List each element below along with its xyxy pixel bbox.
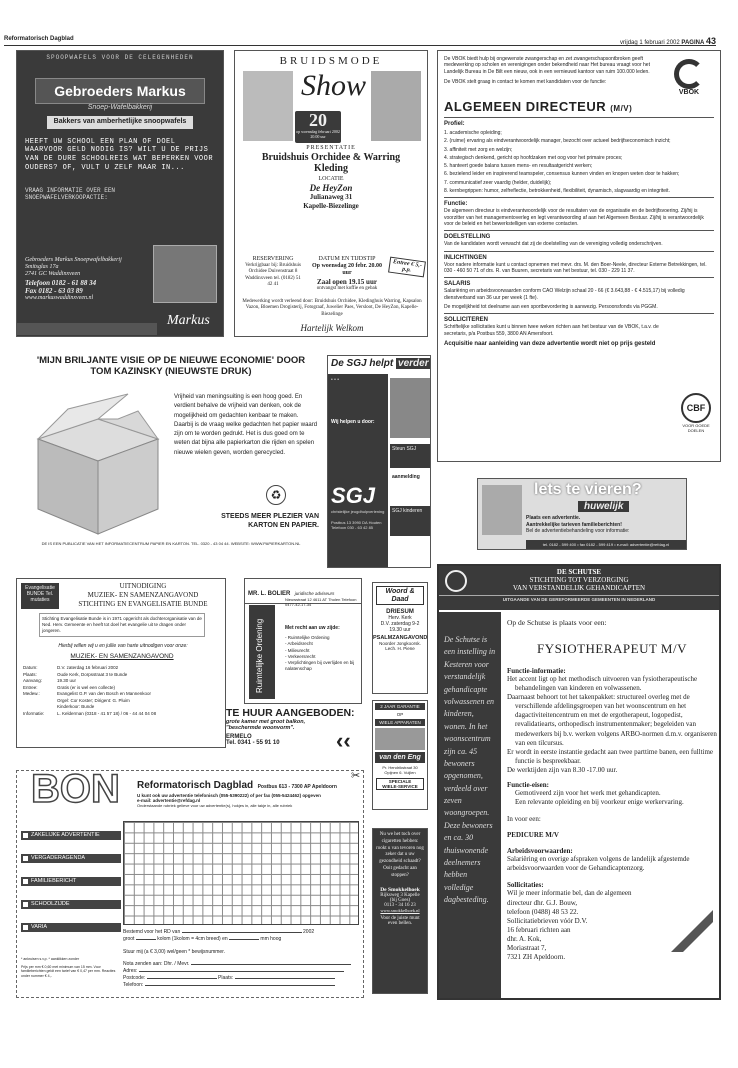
sgj-card2: aanmelding <box>392 474 420 480</box>
bon-category-checkbox[interactable]: VARIA <box>21 923 121 932</box>
schutse-fi-item: Het accent ligt op het methodisch uitvoeren van fysiotherapeutische behandelingen van kinderen en volwassenen. <box>507 675 698 693</box>
smoke-addr1: Rijksweg 3 Kapelle <box>380 893 420 899</box>
eng-g2: OP <box>396 712 404 717</box>
sgj-photo <box>390 378 430 438</box>
huwelijk-sub: huwelijk <box>578 501 629 512</box>
schutse-in: In voor een: <box>507 815 541 824</box>
sgj-title2: verder <box>398 358 429 369</box>
huwelijk-t3: Bel de advertentiebehandeling voor informatie: <box>526 528 630 534</box>
bon-postbus: Postbus 613 - 7300 AP Apeldoorn <box>257 784 337 790</box>
bon-f6: Postcode: <box>123 974 146 981</box>
bon-f2-input2[interactable] <box>229 939 259 940</box>
woord-event: PSALMZANGAVOND <box>373 635 428 642</box>
markus-photo <box>153 245 217 303</box>
bruid-hall: Zaal open 19.15 uur <box>317 277 377 286</box>
smoke-web[interactable]: www.smokkelhoek.nl <box>380 908 420 914</box>
bruid-presents: PRESENTATIE <box>306 145 356 151</box>
header-page-number: 43 <box>705 36 716 46</box>
schutse-sol-line: 7321 ZH Apeldoorn. <box>507 953 566 962</box>
schutse-sol-line: 16 februari richten aan <box>507 925 571 934</box>
schutse-ad <box>437 564 721 1000</box>
schutse-sol-heading: Sollicitaties: <box>507 881 544 890</box>
evang-titles <box>63 582 223 608</box>
smoke-name: De Smokkelhoek <box>380 887 420 894</box>
bolier-item: - Arbeidsrecht <box>285 641 313 647</box>
bon-category-checkbox[interactable]: SCHOOLZIJDE <box>21 900 121 909</box>
sgj-logo: SGJ <box>331 483 376 509</box>
bruid-welcome: Hartelijk Welkom <box>300 323 364 333</box>
bon-f5-input[interactable] <box>139 971 344 972</box>
markus-tel: Telefoon 0182 - 61 88 34 <box>25 278 97 287</box>
evang-row-label: Entree: <box>23 684 38 690</box>
cbf-logo-mark: CBF <box>681 393 711 423</box>
bon-f4-input[interactable] <box>191 964 351 965</box>
vbok-logo-mark <box>674 59 704 89</box>
woord-l4: Noorder Jongkoorsk. <box>379 641 421 647</box>
vbok-contact: De VBOK stelt graag in contact te komen met kandidaten voor de functie: <box>444 78 607 85</box>
evang-row-value: D.V. zaterdag 16 februari 2002 <box>57 665 119 670</box>
bruid-resv-text: Verkrijgbaar bij: Bruidshuis Orchidee Duivenstraat 8 Waddinxveen tel. (0182) 51 42 41 <box>245 263 301 287</box>
huwelijk-title: lets te vieren? <box>534 481 642 498</box>
evang-logo: Evangelisatie BUNDE Tel. mutaties <box>21 583 59 609</box>
huwelijk-rings-image <box>482 485 522 535</box>
eng-g3: WIELE APPARATEN <box>375 719 425 726</box>
bruid-date-text: op woensdag februari 2002 20.00 uur <box>296 129 340 139</box>
vbok-logo <box>664 59 714 98</box>
bruid-photo-right <box>371 71 421 141</box>
bon-f1: Bestemd voor het RD van <box>123 929 181 935</box>
sgj-addr: Postbus 13 3990 DA Houten Telefoon 030 - 63 42 85 <box>331 520 382 531</box>
vbok-salaris-heading: SALARIS <box>444 281 471 288</box>
evang-title1: UITNODIGING <box>119 582 167 590</box>
bon-form-fields <box>123 929 359 988</box>
header-paper-name: Reformatorisch Dagblad <box>4 36 74 42</box>
woord-l1: Herv. Kerk <box>388 615 412 622</box>
evang-row-value: Orgel: Cor Koster; Dirigent: G. Pluim <box>57 697 130 703</box>
kazinsky-footer: DE IS EEN PUBLICATIE VAN HET INFORMATIECENTRUM PAPIER EN KARTON. TEL. 0320 - 43 04 44. WEBSITE: WWW.PAPIERKARTON.NL <box>41 541 301 546</box>
schutse-fe-item: Gemotiveerd zijn voor het werk met gehandicapten. <box>515 789 661 798</box>
woord-l3: 19.30 uur <box>389 627 411 634</box>
cardboard-box-image <box>28 389 168 539</box>
bon-paper-row <box>137 775 359 793</box>
bolier-name: MR. L. BOLIER <box>248 591 291 597</box>
smoke-body: Nu we het toch over cigaretten hebben: rookt u van tevoren nog zeker dat u uw gezondheid schaadt? Ooit gedacht aan stoppen? <box>376 832 424 878</box>
chevron-left-icon: ‹‹ <box>336 728 351 753</box>
bon-f6-input[interactable] <box>147 978 217 979</box>
bruid-mid-col <box>307 256 387 293</box>
woord-logo: Woord & Daad <box>376 586 424 605</box>
bon-line3: Onderstaande rubriek gelieve voor uw advertentie(s), hokjes in, alle takje in, alle rubriek <box>137 803 293 808</box>
bon-field-row <box>123 975 359 982</box>
bon-prices: Prijs per mm € 0,60 met minimum van 15 mm. Voor familieberichten geldt een tarief van € 0,47 per mm. Reacties onder nummer € 4,- <box>21 965 116 978</box>
vbok-profiel-item: 5. hanteert goede balans tussen mens- en resultaatgericht werken; <box>444 163 593 170</box>
bon-f7: Telefoon: <box>123 981 144 988</box>
vbok-sol: Schriftelijke sollicitaties kunt u binnen twee weken richten aan het bestuur van de VBOK, t.a.v. de secretaris, p/a Postbus 559, 3800 AN Amersfoort. <box>444 324 659 337</box>
vbok-intro: De VBOK biedt hulp bij ongewenste zwangerschap en zet zwangerschapsontbroken geeft medewerking op scholen en verenigingen onder bekendheid naar Het bureau vraagt voor het Landelijk Bureau in De Bilt een nieuw, ook in een vernieuwd kantoor van ruim 100.000 leden. <box>444 56 650 75</box>
vbok-profiel-list <box>444 130 714 194</box>
bon-f3: Stuur mij (a € 3,00) wel/geen * bewijsnummer. <box>123 948 225 955</box>
bolier-ad <box>244 578 362 704</box>
schutse-titles <box>439 566 719 592</box>
markus-top-text: SPOOPWAFELS VOOR DE CELEGENHEDEN <box>46 54 194 61</box>
cardboard-box-icon <box>28 389 168 539</box>
evang-row-value: 19.30 uur <box>57 678 77 684</box>
schutse-sol-line: directeur dhr. G.J. Bouw, <box>507 898 578 907</box>
schutse-fi-item: Er wordt in eerste instantie gedacht aan twee parttime banen, een fulltime functie is bespreekbaar. <box>507 747 714 765</box>
bruid-title: BRUIDSMODE <box>279 55 383 67</box>
bruid-resv-label: RESERVERING <box>252 256 294 262</box>
vbok-profiel-item: 3. affiniteit met zorg en welzijn; <box>444 146 513 153</box>
huur-tel: Tel. 0341 - 55 91 10 <box>226 739 280 746</box>
vbok-profiel-item: 6. bezielend leider en inspirerend teamspeler, consensus kunnen vinden en knopen weten door te hakken; <box>444 171 680 178</box>
markus-addr3: 2741 GC Waddinxveen <box>25 271 81 278</box>
schutse-title1: DE SCHUTSE <box>556 568 602 576</box>
bon-line1: U kunt ook uw advertentie telefonisch (055-5390222) of per fax (055-5424462) opgeven <box>137 793 321 798</box>
woord-venue: DRIESUM <box>386 609 414 616</box>
evang-row-value: Gratis (er is wel een collecte) <box>57 684 116 690</box>
evang-invite: Hierbij willen wij u en jullie van harte uitnodigen voor onze: <box>58 643 188 649</box>
bruid-date-day: 20 <box>309 110 327 130</box>
evang-row-value: L. Kelderman (0318 - 41 57 18) / 06 - 44 44 04 08 <box>57 710 157 716</box>
evang-row-label: Informatie: <box>23 710 45 716</box>
woord-l5: Lech. H. Piene <box>385 646 415 652</box>
bruid-show: Show <box>301 69 367 102</box>
schutse-sub: UITGAANDE VAN DE GEREFORMEERDE GEMEENTEN IN NEDERLAND <box>439 595 719 602</box>
schutse-sol-line: Sollicitatiebrieven vóór D.V. <box>507 916 588 925</box>
huwelijk-strip: tel. 0182 - 599 400 • fax 0182 - 599 419 • e-mail: advertentie@refdag.nl <box>526 540 686 549</box>
bon-title: BON <box>31 770 120 811</box>
vbok-profiel-item: 1. academische opleiding; <box>444 130 502 137</box>
header-page-label: PAGINA <box>681 40 705 46</box>
bruid-loc-label: LOCATIE <box>318 176 344 183</box>
bon-field-row <box>123 936 359 943</box>
markus-tagline: Bakkers van amberhetlijke snoopwafels <box>47 116 193 129</box>
vbok-title: ALGEMEEN DIRECTEUR <box>444 99 607 114</box>
markus-question: HEEFT UW SCHOOL EEN PLAN OF DOEL WAARVOOR GELD NODIG IS? WILT U DE PRIJS VAN DE DURE SCHOOLREIS WAT BEPERKEN VOOR OUDERS? OF, VULT U ZELF MAAR IN... <box>25 137 214 172</box>
bon-category-checkbox[interactable]: ZAKELIJKE ADVERTENTIE <box>21 831 121 840</box>
sgj-title-row <box>328 356 430 371</box>
smoke-addr2: (bij Goes) <box>389 898 411 904</box>
bon-f1b: 2002 <box>303 929 315 935</box>
evang-row-label: Plaats: <box>23 671 37 677</box>
sgj-left-panel <box>328 374 388 568</box>
bon-category-checkbox[interactable]: FAMILIEBERICHT <box>21 877 121 886</box>
schutse-fi-list <box>507 675 717 775</box>
smokkelhoek-ad <box>372 828 428 994</box>
huwelijk-t1: Plaats een advertentie. <box>526 515 581 521</box>
bon-form <box>16 770 364 998</box>
schutse-title2: STICHTING TOT VERZORGING <box>529 576 629 584</box>
bruid-left-col <box>243 256 303 288</box>
schutse-triangle-icon <box>669 908 715 954</box>
huwelijk-t2: Aantrekkelijke tarieven familieberichten! <box>526 521 622 528</box>
bon-field-row <box>123 961 359 968</box>
schutse-sol-line: dhr. A. Kok, <box>507 934 542 943</box>
vbok-title-row <box>444 99 714 114</box>
sgj-title: De SGJ helpt <box>331 358 394 369</box>
markus-addr1: Gebroeders Markus Snoepwafelbakkerij <box>25 257 122 263</box>
vbok-acquisitie: Acquisitie naar aanleiding van deze advertentie wordt niet op prijs gesteld <box>444 340 656 347</box>
sgj-logo-sub: christelijke jeugdhulpverlening <box>331 509 385 515</box>
bon-grid[interactable] <box>123 821 359 925</box>
evang-body: Stichting Evangelisatie Bunde is in 1971 opgericht als dochterorganisatie van de Ned. Herv. Gemeente en heeft tot doel het evangelie uit te dragen onder jongeren. <box>39 613 205 637</box>
schutse-sol-line: telefoon (0488) 48 53 22. <box>507 907 579 916</box>
te-huur-ad <box>226 708 366 758</box>
vbok-profiel-item: 8. kernbegrippen: humor, zelfreflectie, betrokkenheid, flexibiliteit, dynamisch, slagvaardig en integriteit. <box>444 187 670 194</box>
bruid-loc-street: Julianaweg 31 <box>309 193 353 202</box>
woord-daad-ad <box>372 582 428 694</box>
bruid-time-text: Op woensdag 20 febr. 20.00 uur <box>311 263 383 277</box>
bruid-sponsors: Medewerking wordt verleend door: Bruidshuis Orchidee, Kledinghuis Warring, Kapsalon Vazon, Bloemen Drogisterij, Fotograaf, Juwelier Paes, Versloot, De HeyZon, Kapelle-Biezelinge <box>242 299 422 317</box>
schutse-av-heading: Arbeidsvoorwaarden: <box>507 847 573 856</box>
eng-image <box>375 728 425 750</box>
vbok-sol-heading: SOLLICITEREN <box>444 317 489 324</box>
bolier-item: - Milieurecht <box>285 647 310 653</box>
evang-row-value: Evangelist G.P. van den Bosch en Mannenkoor <box>57 691 151 697</box>
evangelisatie-ad <box>16 578 226 748</box>
page-header <box>4 36 716 46</box>
vbok-functie: De algemeen directeur is eindverantwoordelijk voor de resultaten van de organisatie en de bedrijfsvoering. Zij/hij is voorzitter van het managementoverleg en legt verantwoording af aan het Algemeen Bestuur. Zij/hij is verantwoordelijk voor de beleid en het bewerkstelligen van externe contacten. <box>444 208 704 227</box>
bon-f1-input[interactable] <box>182 932 302 933</box>
schutse-sol <box>507 889 657 962</box>
eng-g1: 2 JAAR GARANTIE <box>375 703 425 710</box>
bolier-list <box>285 635 359 673</box>
schutse-fe-list <box>507 789 717 807</box>
evang-row-value: Kinderkoor: Bunde <box>57 704 95 710</box>
schutse-corner-logo <box>669 908 715 954</box>
huur-title: TE HUUR AANGEBODEN: <box>226 708 355 719</box>
bruid-entree: Entree € 5,- p.p. <box>388 257 426 278</box>
bruid-time-label: DATUM EN TIJDSTIP <box>318 256 376 262</box>
bon-f5: Adres: <box>123 968 138 974</box>
bon-f2-input[interactable] <box>136 939 156 940</box>
kazinsky-headline: 'MIJN BRILJANTE VISIE OP DE NIEUWE ECONOMIE' DOOR TOM KAZINSKY (NIEUWSTE DRUK) <box>36 355 306 378</box>
bruid-coffee: ontvangst met koffie en gebak <box>316 286 378 292</box>
cbf-logo <box>678 393 714 433</box>
bon-f4: Nota zenden aan: Dhr. / Mevr. <box>123 961 190 968</box>
bon-field-row <box>123 982 359 989</box>
huwelijk-text <box>526 515 629 535</box>
schutse-op: Op de Schutse is plaats voor een: <box>507 618 607 627</box>
vbok-salaris: Salariëring en arbeidsvoorwaarden conform CAO Welzijn schaal 20 - 66 (€ 3.643,88 - € 4.515,17) bij volledig dienstverband van 36 uur per week (1 fte). <box>444 288 685 301</box>
schutse-sol-line: Wil je meer informatie bel, dan de algemeen <box>507 889 632 898</box>
sgj-card3: SGJ kinderen <box>390 506 430 536</box>
vbok-functie-heading: Functie: <box>444 201 468 208</box>
schutse-side: De Schutse is een instelling in Kesteren voor verstandelijk gehandicapte volwassenen en kinderen, wonen. In het woonscentrum zijn ca. 45 bewoners opgenomen, verdeeld over zeven woongroepen. Deze bewoners en ca. 30 thuiswonende deelnemers hebben volledige dagbesteding. <box>439 612 501 998</box>
vbok-profiel-item: 2. (ruime) ervaring als eindverantwoordelijk manager, bezocht over actueel bedrijfseconomisch inzicht; <box>444 138 671 145</box>
evang-details <box>23 665 223 717</box>
bon-f7-input[interactable] <box>145 985 335 986</box>
bolier-item: - Ruimtelijke Ordening <box>285 635 330 640</box>
evang-title3: STICHTING EN EVANGELISATIE BUNDE <box>78 599 208 608</box>
bolier-item: - Verkeersrecht <box>285 653 316 659</box>
evang-row-label: Datum: <box>23 665 38 670</box>
huur-city: ERMELO <box>226 733 252 740</box>
schutse-title3: VAN VERSTANDELIJK GEHANDICAPTEN <box>512 584 646 592</box>
sgj-card1: Steun SGJ <box>390 444 430 468</box>
vbok-ad <box>437 50 721 462</box>
bruid-loc-city: Kapelle-Biezelinge <box>303 202 359 211</box>
markus-fax: Fax 0182 - 63 03 89 <box>25 286 83 295</box>
bon-field-row <box>123 929 359 936</box>
markus-bottom-strip <box>17 323 157 335</box>
evang-row-label: Aanvang: <box>23 678 43 684</box>
markus-addr2: Smitsglas 17a <box>25 264 59 271</box>
smoke-tel: 0113 - 34 16 23 <box>384 903 416 909</box>
vbok-title-suffix: (M/V) <box>610 104 633 113</box>
header-date: vrijdag 1 februari 2002 <box>620 40 680 46</box>
vbok-profiel-item: 7. communicatief zeer vaardig (helder, duidelijk); <box>444 179 552 186</box>
schutse-av: Salariëring en overige afspraken volgens de landelijk afgestemde arbeidsvoorwaarden voor de Gehandicaptenzorg. <box>507 855 690 873</box>
bolier-item: - Verplichtingen bij overlijden en bij nalatenschap <box>285 660 355 672</box>
evang-event: MUZIEK- EN SAMENZANGAVOND <box>70 653 174 660</box>
bolier-vert-text: Ruimtelijke Ordening <box>255 618 264 693</box>
bruid-date-badge <box>295 111 341 143</box>
bruidsmode-ad <box>234 50 428 337</box>
bon-f2c: mm hoog <box>260 935 282 942</box>
bon-category-list <box>21 827 121 936</box>
schutse-fe-item: Een relevante opleiding en bij voorkeur enige werkervaring. <box>515 798 684 807</box>
markus-subtitle: Snoep-Wafelbakkerij <box>87 104 153 112</box>
cbf-logo-sub: VOOR GOEDE DOELEN <box>682 423 710 433</box>
bon-f2: groot <box>123 935 135 942</box>
vbok-doel: Van de kandidaten wordt verwacht dat zij de doelstelling van de vereniging volledig onderschrijven. <box>444 241 663 248</box>
vandeneng-ad <box>372 700 428 810</box>
kazinsky-slogan: STEEDS MEER PLEZIER VAN KARTON EN PAPIER. <box>221 513 319 529</box>
sgj-left-text: • • • <box>331 377 340 383</box>
kazinsky-body: Vrijheid van meningsuiting is een hoog goed. En verdient behalve de vrijheid van denken, ook de mogelijkheid om gedachten kenbaar te maken. Daarbij is de vraag welke gedachten het papier waard zijn om te worden gedrukt. Het is dus goed om te weten dat bijna alle papierkarton die rijden en spelen nieuwe wielen geven, worden gerecycled. <box>174 394 318 456</box>
eng-special <box>376 778 424 790</box>
schutse-fi-heading: Functie-informatie: <box>507 667 566 675</box>
bon-header <box>137 775 359 808</box>
vbok-logo-text: VBOK <box>678 89 700 96</box>
bon-f6b-input[interactable] <box>235 978 335 979</box>
sgj-help-heading: Wij helpen u door: <box>331 419 375 426</box>
recycle-icon: ♻ <box>266 485 286 505</box>
sgj-ad <box>327 355 431 568</box>
scissors-icon: ✂ <box>351 770 361 782</box>
schutse-job: FYSIOTHERAPEUT M/V <box>537 641 687 656</box>
markus-info: VRAAG INFORMATIE OVER EEN SNOEPWAFELVERKOOPACTIE: <box>25 186 116 201</box>
huwelijk-ad <box>477 478 687 550</box>
bon-line2: e-mail: advertentie@refdag.nl <box>137 798 201 803</box>
eng-logo: van den Eng <box>375 752 425 763</box>
bruid-org: Bruidshuis Orchidee & Warring Kleding <box>261 152 401 175</box>
huur-sub: grote kamer met groot balkon, "beschermde woonvorm". <box>226 718 306 731</box>
evang-row-value: Oude Kerk, Dorpsstraat 3 te Bunde <box>57 671 128 677</box>
bon-paper: Reformatorisch Dagblad <box>137 780 254 791</box>
bon-field-row <box>123 968 359 975</box>
bruid-loc-name: De HeyZon <box>309 183 353 194</box>
vbok-info: Voor nadere informatie kunt u contact opnemen met mevr. drs. M. den Boer-Neele, directeur Externe Betrekkingen, tel. 030 - 460 50 71 of drs. R. van Buuren, secretaris van het bestuur, tel. 030 - 229 11 37. <box>444 261 707 274</box>
smoke-foot: Voor de juiste munt even bellen. <box>380 916 420 927</box>
vbok-extra: De mogelijkheid tot deelname aan een sportbevordering is aanwezig. Persoonsfonds via PGGM. <box>444 303 658 310</box>
schutse-fi-item: De werktijden zijn van 8.30 -17.00 uur. <box>507 765 618 774</box>
bolier-addr: Nieuwstraat 12 4611 AT Tholen Telefoon 0477-42-17-34 <box>285 597 357 608</box>
vbok-doel-heading: DOELSTELLING <box>444 234 491 241</box>
header-date-block <box>620 36 716 47</box>
markus-logo: Markus <box>167 313 210 328</box>
vbok-info-heading: INLICHTINGEN <box>444 254 487 261</box>
bolier-firm: juridische adviseurs <box>294 591 335 596</box>
eng-addr: Pr. Hendrikstraat 30 Opijnen 6. Vuijlen <box>382 765 418 775</box>
sgj-right-panel <box>390 374 430 568</box>
evang-row <box>23 711 223 718</box>
schutse-fi-item: Daarnaast behoort tot het takenpakket: structureel overleg met de verschillende afdelingsgroepen van het woonscentrum en het dagactiviteitencentrum en met de ergotherapeut, logopedist, revalidatiearts, orthopedisch instrumentenmaker; begeleiden van medewerkers bij b.v. werken volgens ARBO-normen d.m.v. organiseren van een tilcursus. <box>507 693 717 747</box>
bolier-vertical-bar <box>249 605 275 699</box>
schutse-sol-line: Moriastraat 7, <box>507 943 547 952</box>
markus-name: Gebroeders Markus <box>35 78 205 104</box>
markus-web: www.markuswaddinxveen.nl <box>25 295 94 302</box>
woord-l2: D.V. zaterdag 9-2 <box>380 621 420 628</box>
markus-ad <box>16 50 224 337</box>
evang-title2: MUZIEK- EN SAMENZANGAVOND <box>87 590 199 599</box>
bolier-heading: Met recht aan uw zijde: <box>285 625 340 631</box>
vbok-profiel-heading: Profiel: <box>444 121 465 127</box>
bon-f2b: kolom (1kolom = 4cm breed) en <box>157 935 228 942</box>
schutse-pedicure: PEDICURE M/V <box>507 831 559 840</box>
bon-note: * ankruisen s.v.p. * aanklikken zonder <box>21 957 80 961</box>
evang-row-label: Medew.: <box>23 691 40 697</box>
bruid-photo-left <box>243 71 293 141</box>
bon-category-checkbox[interactable]: VERGADERAGENDA <box>21 854 121 863</box>
markus-address <box>25 257 122 303</box>
kazinsky-ad <box>16 345 326 570</box>
bon-f6b: Plaats: <box>218 974 234 981</box>
schutse-fe-heading: Functie-eisen: <box>507 781 549 790</box>
schutse-header <box>439 566 719 610</box>
eng-s1: SPECIALE <box>388 779 412 784</box>
vbok-profiel-item: 4. strategisch denkend, gericht op hoofdzaken met oog voor het primaire proces; <box>444 154 623 161</box>
schutse-logo-icon <box>445 570 467 592</box>
eng-s2: WIELE-SERVICE <box>382 784 418 789</box>
